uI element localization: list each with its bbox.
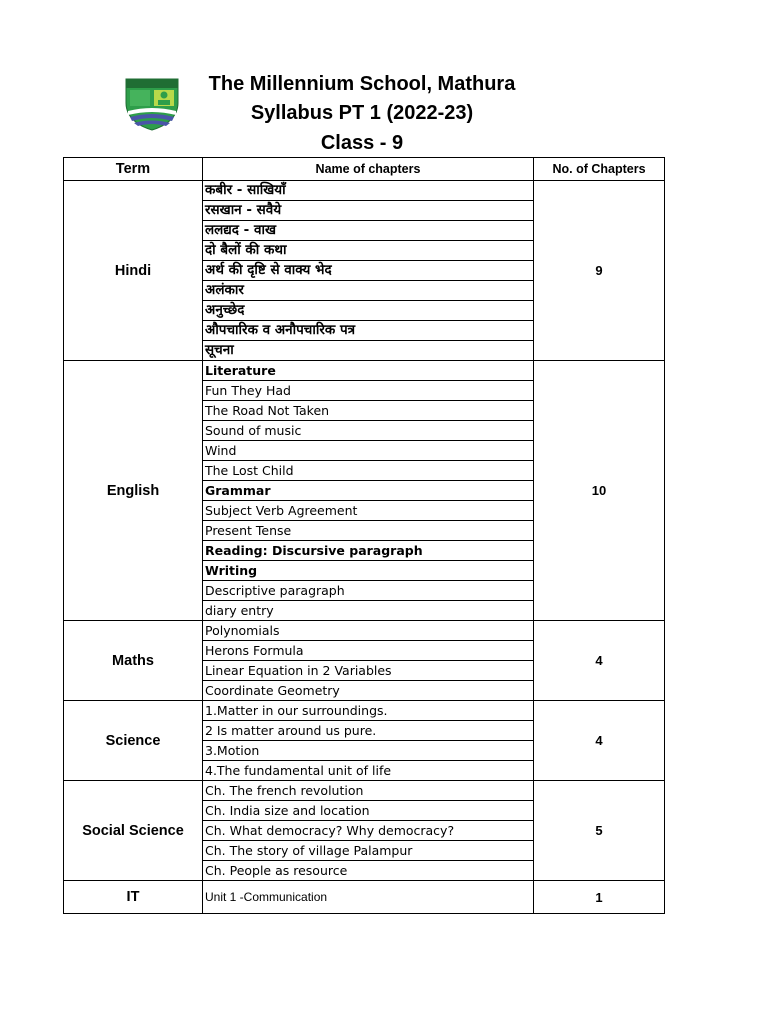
chapter-cell: Unit 1 -Communication [203, 881, 534, 914]
chapter-cell: रसखान - सवैये [203, 201, 534, 221]
term-english: English [64, 361, 203, 621]
count-hindi: 9 [534, 181, 665, 361]
chapter-cell: Descriptive paragraph [203, 581, 534, 601]
count-it: 1 [534, 881, 665, 914]
count-maths: 4 [534, 621, 665, 701]
chapter-cell: 4.The fundamental unit of life [203, 761, 534, 781]
chapter-cell: Ch. What democracy? Why democracy? [203, 821, 534, 841]
chapter-cell: Linear Equation in 2 Variables [203, 661, 534, 681]
count-science: 4 [534, 701, 665, 781]
school-logo [124, 77, 180, 131]
chapter-cell: Writing [203, 561, 534, 581]
chapter-cell: 3.Motion [203, 741, 534, 761]
chapter-cell: Coordinate Geometry [203, 681, 534, 701]
chapter-cell: औपचारिक व अनौपचारिक पत्र [203, 321, 534, 341]
term-hindi: Hindi [64, 181, 203, 361]
table-header-row [64, 158, 665, 181]
header-chapters: Name of chapters [203, 158, 534, 181]
table-row [64, 701, 665, 721]
chapter-cell: 1.Matter in our surroundings. [203, 701, 534, 721]
chapter-cell: Subject Verb Agreement [203, 501, 534, 521]
chapter-cell: कबीर - साखियाँ [203, 181, 534, 201]
term-science: Science [64, 701, 203, 781]
chapter-cell: diary entry [203, 601, 534, 621]
table-row [64, 621, 665, 641]
chapter-cell: अनुच्छेद [203, 301, 534, 321]
chapter-cell: सूचना [203, 341, 534, 361]
chapter-cell: Reading: Discursive paragraph [203, 541, 534, 561]
syllabus-table [63, 157, 665, 914]
term-social-science: Social Science [64, 781, 203, 881]
chapter-cell: The Lost Child [203, 461, 534, 481]
count-english: 10 [534, 361, 665, 621]
chapter-cell: Ch. The story of village Palampur [203, 841, 534, 861]
chapter-cell: Present Tense [203, 521, 534, 541]
chapter-cell: ललद्यद - वाख [203, 221, 534, 241]
count-social-science: 5 [534, 781, 665, 881]
chapter-cell: Ch. The french revolution [203, 781, 534, 801]
header-term: Term [64, 158, 203, 181]
chapter-cell: Sound of music [203, 421, 534, 441]
chapter-cell: दो बैलों की कथा [203, 241, 534, 261]
term-it: IT [64, 881, 203, 914]
table-row [64, 881, 665, 914]
chapter-cell: Ch. People as resource [203, 861, 534, 881]
chapter-cell: Polynomials [203, 621, 534, 641]
chapter-cell: Wind [203, 441, 534, 461]
chapter-cell: Fun They Had [203, 381, 534, 401]
table-row [64, 361, 665, 381]
chapter-cell: The Road Not Taken [203, 401, 534, 421]
chapter-cell: अर्थ की दृष्टि से वाक्य भेद [203, 261, 534, 281]
table-row [64, 781, 665, 801]
header-count: No. of Chapters [534, 158, 665, 181]
table-row [64, 181, 665, 201]
chapter-cell: 2 Is matter around us pure. [203, 721, 534, 741]
chapter-cell: Herons Formula [203, 641, 534, 661]
chapter-cell: अलंकार [203, 281, 534, 301]
term-maths: Maths [64, 621, 203, 701]
chapter-cell: Ch. India size and location [203, 801, 534, 821]
chapter-cell: Grammar [203, 481, 534, 501]
chapter-cell: Literature [203, 361, 534, 381]
